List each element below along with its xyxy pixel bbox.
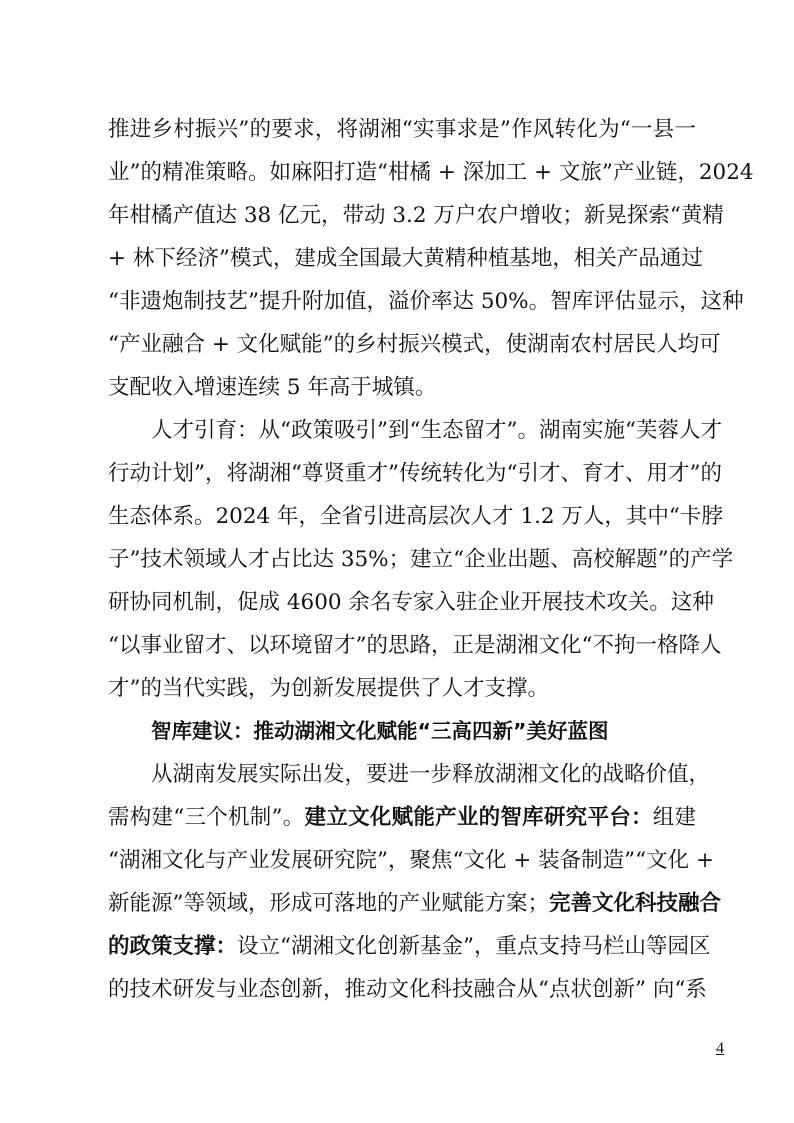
text-line: 年柑橘产值达 38 亿元，带动 3.2 万户农户增收；新晃探索“黄精 [108, 203, 724, 228]
text-line [108, 925, 711, 968]
text-line: + 林下经济”模式，建成全国最大黄精种植基地，相关产品通过 [108, 246, 703, 271]
paragraph-rural-revitalization [108, 108, 754, 409]
bold-text-segment: 建立文化赋能产业的智库研究平台： [304, 805, 653, 830]
bold-text-segment: 的政策支撑： [108, 934, 238, 959]
page-number: 4 [716, 1040, 724, 1057]
text-line: 人才引育：从“政策吸引”到“生态留才”。湖南实施“芙蓉人才 [151, 418, 722, 443]
text-segment: 新能源”等领域，形成可落地的产业赋能方案； [108, 891, 549, 916]
text-line [108, 796, 696, 839]
text-line: 的技术研发与业态创新，推动文化科技融合从“点状创新” 向“系 [108, 977, 707, 1002]
text-line: “湖湘文化与产业发展研究院”，聚焦“文化 + 装备制造”“文化 + [108, 848, 714, 873]
text-line: 生态体系。2024 年，全省引进高层次人才 1.2 万人，其中“卡脖 [108, 504, 723, 529]
section-heading: 智库建议：推动湖湘文化赋能“三高四新”美好蓝图 [151, 719, 609, 743]
paragraph-talent-cultivation [108, 409, 734, 710]
paragraph-think-tank-suggestions [108, 753, 722, 1011]
text-segment: 设立“湖湘文化创新基金”，重点支持马栏山等园区 [237, 934, 711, 959]
text-line: 研协同机制，促成 4600 余名专家入驻企业开展技术攻关。这种 [108, 590, 714, 615]
text-line: 才”的当代实践，为创新发展提供了人才支撑。 [108, 676, 549, 701]
text-line: “产业融合 + 文化赋能”的乡村振兴模式，使湖南农村居民人均可 [108, 332, 721, 357]
text-line: “非遗炮制技艺”提升附加值，溢价率达 50%。智库评估显示，这种 [108, 289, 744, 314]
document-body [108, 108, 754, 1011]
text-line: 从湖南发展实际出发，要进一步释放湖湘文化的战略价值， [151, 762, 711, 787]
text-segment: 需构建“三个机制”。 [108, 805, 305, 830]
text-line: 支配收入增速连续 5 年高于城镇。 [108, 375, 437, 400]
text-line: “以事业留才、以环境留才”的思路，正是湖湘文化“不拘一格降人 [108, 633, 722, 658]
text-line [108, 882, 722, 925]
bold-text-segment: 完善文化科技融合 [549, 891, 722, 916]
text-segment: 组建 [652, 805, 696, 830]
text-line: 子”技术领域人才占比达 35%；建立“企业出题、高校解题”的产学 [108, 547, 734, 572]
text-line: 行动计划”，将湖湘“尊贤重才”传统转化为“引才、育才、用才”的 [108, 461, 722, 486]
text-line: 业”的精准策略。如麻阳打造“柑橘 + 深加工 + 文旅”产业链，2024 [108, 160, 754, 185]
text-line: 推进乡村振兴”的要求，将湖湘“实事求是”作风转化为“一县一 [108, 117, 696, 142]
